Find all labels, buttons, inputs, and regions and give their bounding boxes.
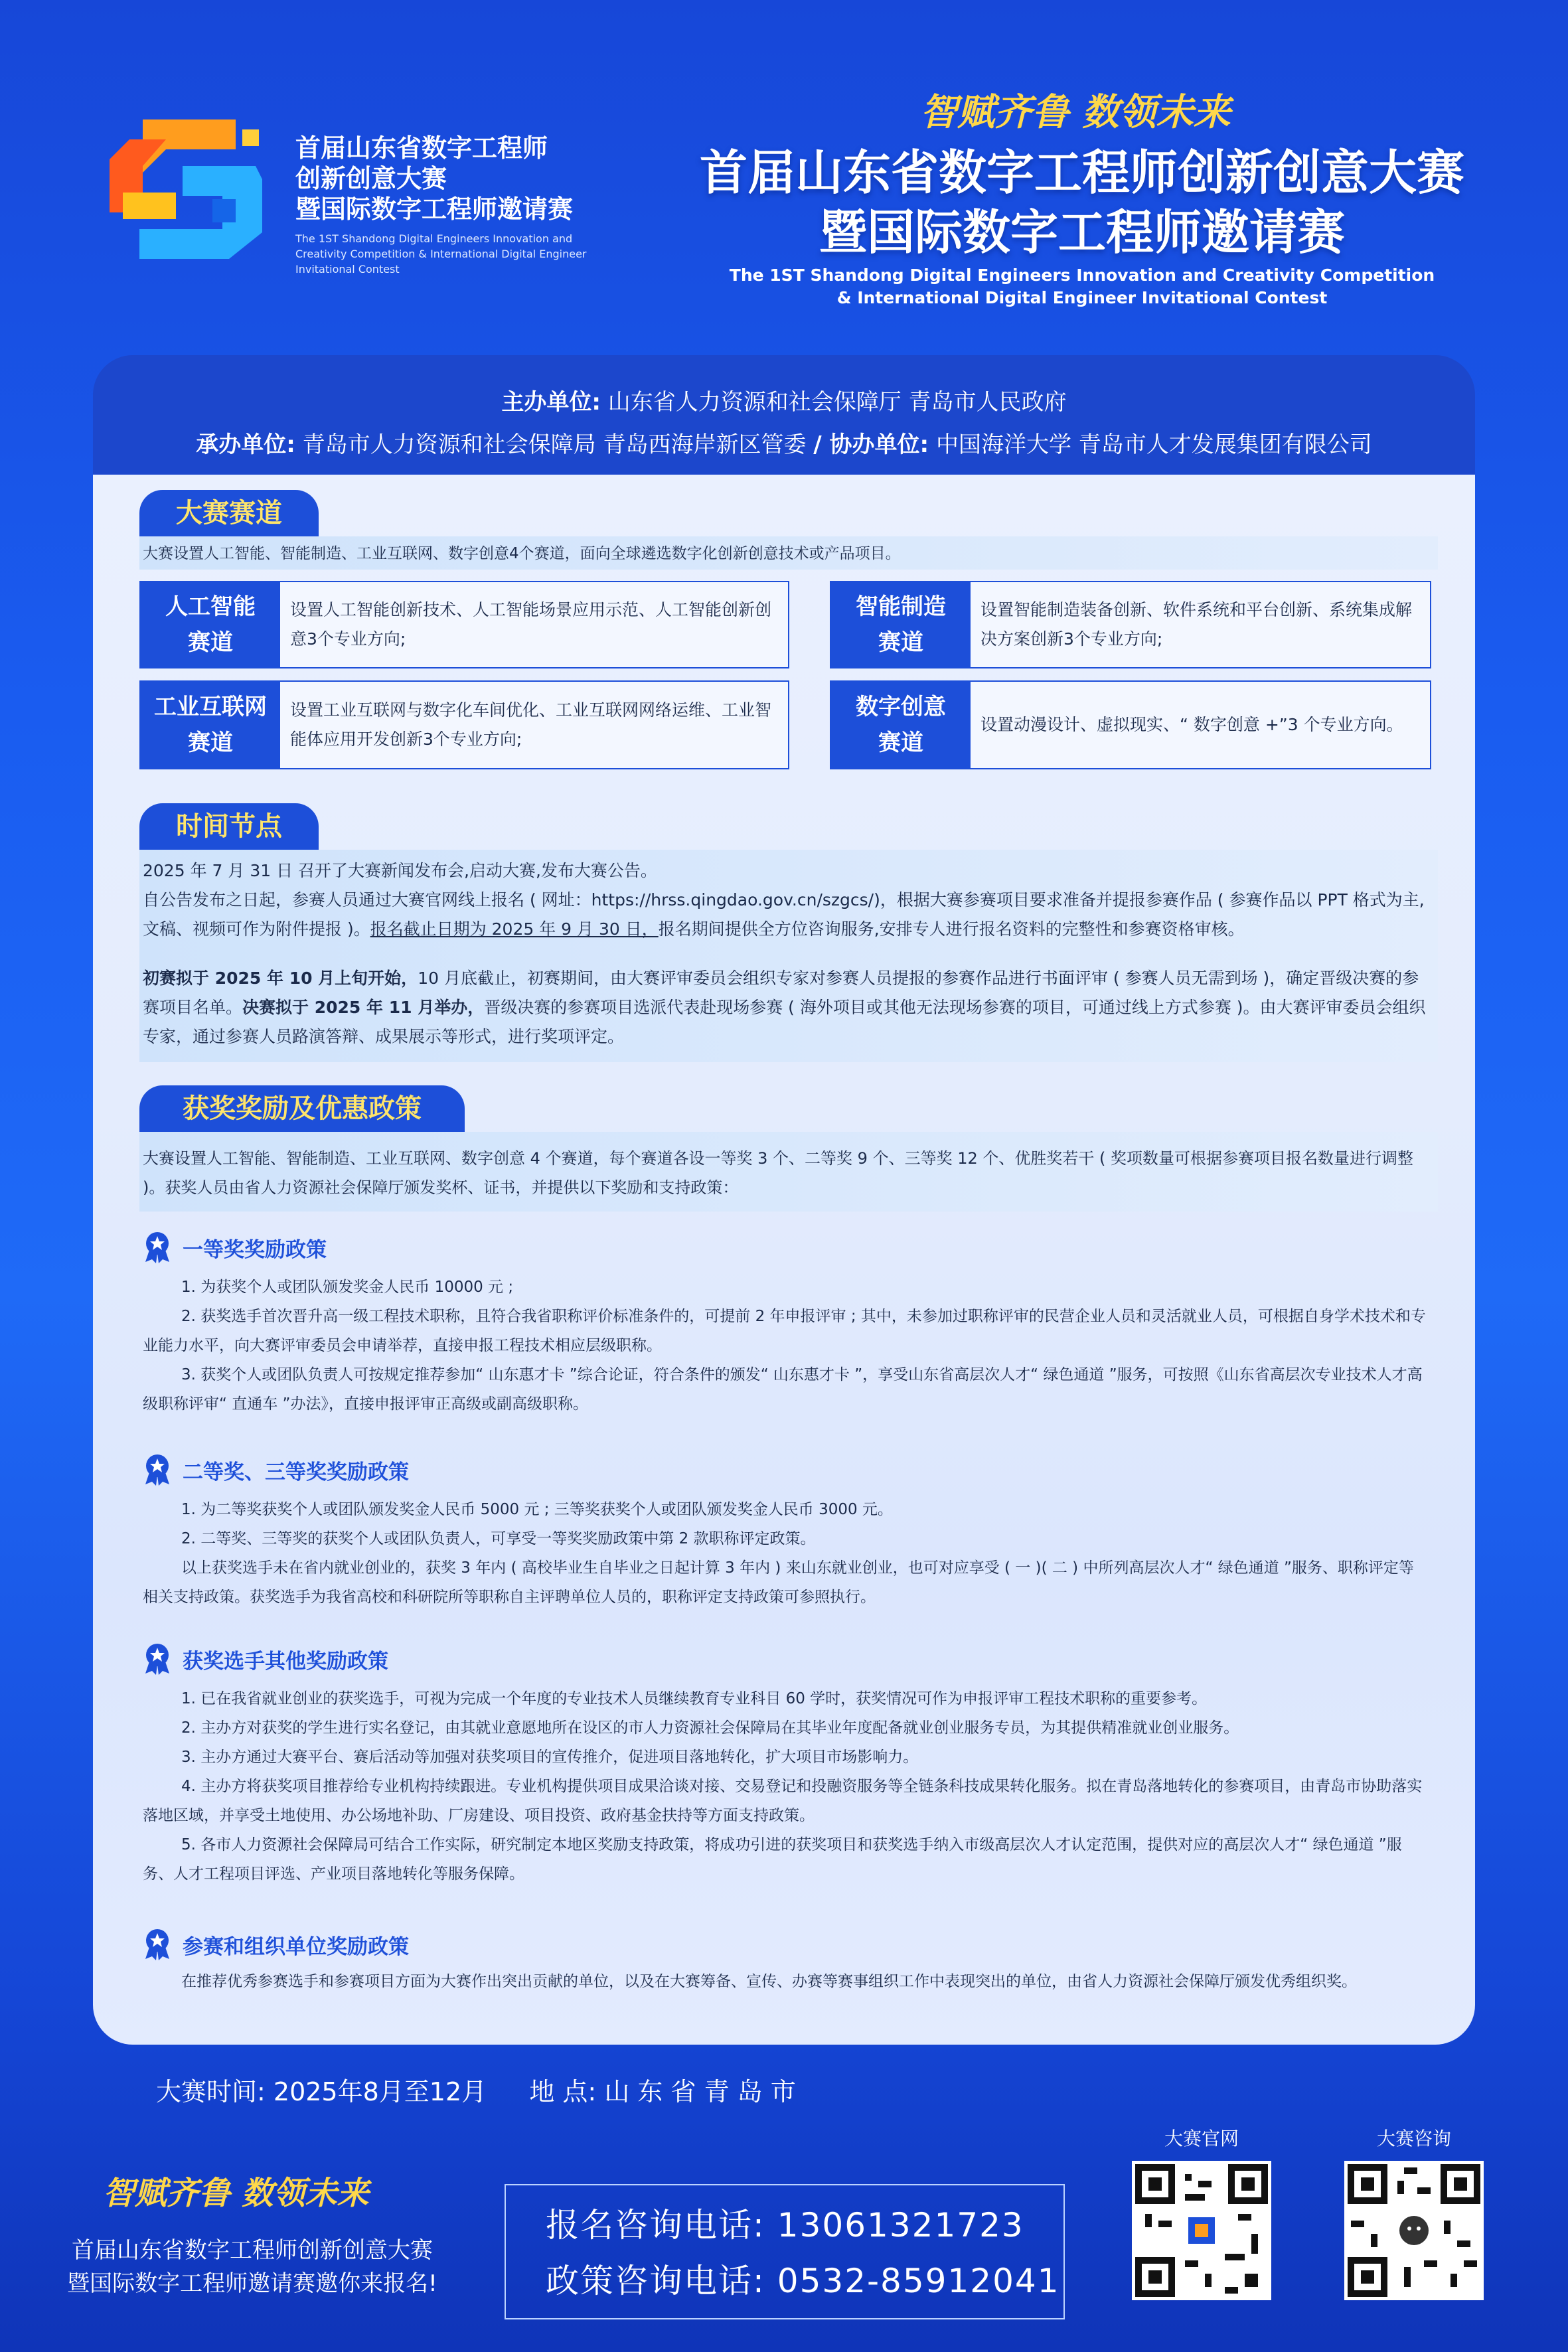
track-desc: 设置智能制造装备创新、软件系统和平台创新、系统集成解决方案创新3个专业方向; bbox=[980, 600, 1413, 649]
undertake-label: 承办单位: bbox=[196, 431, 295, 458]
award-para: 在推荐优秀参赛选手和参赛项目方面为大赛作出突出贡献的单位，以及在大赛筹备、宣传、办赛等赛事组织工作中表现突出的单位，由省人力资源社会保障厅颁发优秀组织奖。 bbox=[181, 1973, 1357, 1990]
award-para: 5. 各市人力资源社会保障局可结合工作实际，研究制定本地区奖励支持政策，将成功引进的获奖项目和获奖选手纳入市级高层次人才认定范围，提供对应的高层次人才“ 绿色通道 ”服务、人才工程项目评选、产业项目落地转化等服务保障。 bbox=[143, 1836, 1402, 1883]
place-value: 山 东 省 青 岛 市 bbox=[604, 2077, 796, 2106]
qr-label-consult: 大赛咨询 bbox=[1376, 2128, 1451, 2150]
track-name-line: 赛道 bbox=[188, 730, 233, 756]
slogan: 智赋齐鲁 数领未来 bbox=[920, 91, 1231, 134]
final-text: 晋级决赛的参赛项目选派代表赴现场参赛 ( 海外项目或其他无法现场参赛的项目，可通过线上方式参赛 )。由大赛评审委员会组织专家，通过参赛人员路演答辩、成果展示等形式，进行奖项评定。 bbox=[143, 998, 1426, 1046]
track-card-ai bbox=[139, 581, 789, 668]
track-name-line: 数字创意 bbox=[856, 694, 946, 720]
separator: / bbox=[813, 431, 830, 458]
award-heading-text: 一等奖奖励政策 bbox=[183, 1237, 327, 1262]
time-value: 2025年8月至12月 bbox=[273, 2077, 487, 2106]
track-card-industrial-internet bbox=[139, 680, 789, 769]
registration-phone bbox=[506, 2199, 1063, 2246]
logo-en-line: The 1ST Shandong Digital Engineers Innovation and bbox=[295, 232, 573, 245]
track-name-line: 赛道 bbox=[188, 629, 233, 656]
award-para: 2. 主办方对获奖的学生进行实名登记，由其就业意愿地所在设区的市人力资源社会保障局在其毕业年度配备就业创业服务专员，为其提供精准就业创业服务。 bbox=[181, 1719, 1239, 1737]
logo-title-line: 暨国际数字工程师邀请赛 bbox=[295, 195, 574, 224]
section-title-timeline: 时间节点 bbox=[139, 803, 319, 850]
phone-number: 13061321723 bbox=[777, 2206, 1024, 2244]
assist-label: 协办单位: bbox=[829, 431, 929, 458]
award-para: 1. 为获奖个人或团队颁发奖金人民币 10000 元 ; bbox=[181, 1279, 514, 1296]
final-date: 决赛拟于 2025 年 11 月举办， bbox=[242, 998, 485, 1017]
track-name-line: 赛道 bbox=[878, 629, 923, 656]
event-time-place bbox=[156, 2071, 1019, 2108]
track-desc: 设置工业互联网与数字化车间优化、工业互联网网络运维、工业智能体应用开发创新3个专业方向; bbox=[290, 700, 772, 749]
timeline-p3 bbox=[143, 964, 1427, 1052]
timeline-p2-tail: 报名期间提供全方位咨询服务,安排专人进行报名资料的完整性和参赛资格审核。 bbox=[658, 919, 1245, 939]
qr-code-icon bbox=[1132, 2161, 1271, 2300]
award-badge-icon bbox=[143, 1928, 172, 1960]
logo-english-title bbox=[295, 231, 641, 277]
footer-slogan: 智赋齐鲁 数领未来 bbox=[103, 2175, 369, 2212]
host-line bbox=[93, 384, 1475, 416]
award-group-organization bbox=[143, 1928, 1427, 1996]
prelim-text: 10 月底截止，初赛期间，由大赛评审委员会组织专家对参赛人员提报的参赛作品进行书面评审 ( 参赛人员无需到场 )，确定晋级决赛的参赛项目名单。 bbox=[143, 969, 1419, 1017]
title-line-1: 首届山东省数字工程师创新创意大赛 bbox=[699, 145, 1464, 200]
logo-title-line: 创新创意大赛 bbox=[295, 164, 447, 193]
track-name bbox=[141, 682, 280, 768]
title-line-2: 暨国际数字工程师邀请赛 bbox=[819, 204, 1345, 260]
timeline-p2 bbox=[143, 886, 1427, 944]
award-group-second-third bbox=[143, 1454, 1427, 1612]
award-para: 2. 获奖选手首次晋升高一级工程技术职称，且符合我省职称评价标准条件的，可提前 2 年申报评审 ; 其中，未参加过职称评审的民营企业人员和灵活就业人员，可根据自身学术技术和专业能力水平，向大赛评审委员会申请举荐，直接申报工程技术相应层级职称。 bbox=[143, 1308, 1426, 1354]
time-label: 大赛时间: bbox=[156, 2077, 266, 2106]
undertake-line bbox=[93, 426, 1475, 459]
contact-phone-box bbox=[505, 2184, 1065, 2319]
section-title-awards: 获奖奖励及优惠政策 bbox=[139, 1085, 465, 1132]
host-label: 主办单位: bbox=[501, 389, 601, 416]
award-group-other bbox=[143, 1643, 1427, 1889]
track-name bbox=[141, 582, 280, 667]
award-heading bbox=[143, 1643, 1427, 1675]
english-title bbox=[684, 264, 1480, 309]
award-para: 4. 主办方将获奖项目推荐给专业机构持续跟进。专业机构提供项目成果洽谈对接、交易登记和投融资服务等全链条科技成果转化服务。拟在青岛落地转化的参赛项目，由青岛市协助落实落地区域，并享受土地使用、办公场地补助、厂房建设、项目投资、政府基金扶持等方面支持政策。 bbox=[143, 1778, 1423, 1824]
track-card-digital-creative bbox=[830, 680, 1431, 769]
qr-label-website: 大赛官网 bbox=[1164, 2128, 1239, 2150]
award-heading bbox=[143, 1231, 1427, 1263]
consult-qr-code[interactable] bbox=[1344, 2161, 1484, 2300]
section-title-tracks: 大赛赛道 bbox=[139, 490, 319, 536]
invitation-text bbox=[40, 2234, 465, 2300]
prelim-date: 初赛拟于 2025 年 10 月上旬开始， bbox=[143, 969, 418, 988]
deadline: 报名截止日期为 2025 年 9 月 30 日， bbox=[370, 919, 659, 939]
undertake-value: 青岛市人力资源和社会保障局 青岛西海岸新区管委 bbox=[302, 431, 807, 458]
award-para: 1. 为二等奖获奖个人或团队颁发奖金人民币 5000 元 ; 三等奖获奖个人或团队颁发奖金人民币 3000 元。 bbox=[181, 1501, 893, 1518]
award-heading-text: 二等奖、三等奖奖励政策 bbox=[183, 1460, 409, 1484]
track-desc: 设置人工智能创新技术、人工智能场景应用示范、人工智能创新创意3个专业方向; bbox=[290, 600, 772, 649]
place-label: 地 点: bbox=[529, 2077, 597, 2106]
tracks-intro: 大赛设置人工智能、智能制造、工业互联网、数字创意4个赛道，面向全球遴选数字化创新创意技术或产品项目。 bbox=[143, 545, 901, 562]
awards-intro: 大赛设置人工智能、智能制造、工业互联网、数字创意 4 个赛道，每个赛道各设一等奖 3 个、二等奖 9 个、三等奖 12 个、优胜奖若干 ( 奖项数量可根据参赛项目报名数量进行调整 )。获奖人员由省人力资源社会保障厅颁发奖杯、证书，并提供以下奖励和支持政策： bbox=[143, 1149, 1413, 1197]
website-qr-code[interactable] bbox=[1132, 2161, 1271, 2300]
policy-phone bbox=[506, 2254, 1063, 2302]
award-badge-icon bbox=[143, 1454, 172, 1486]
logo-title-line: 首届山东省数字工程师 bbox=[295, 133, 548, 163]
assist-value: 中国海洋大学 青岛市人才发展集团有限公司 bbox=[935, 431, 1372, 458]
invite-line-2: 暨国际数字工程师邀请赛邀你来报名! bbox=[67, 2270, 437, 2297]
en-title-line-2: & International Digital Engineer Invitational Contest bbox=[836, 288, 1328, 307]
track-desc: 设置动漫设计、虚拟现实、“ 数字创意 +”3 个专业方向。 bbox=[980, 715, 1403, 734]
award-para: 1. 已在我省就业创业的获奖选手，可视为完成一个年度的专业技术人员继续教育专业科目 60 学时，获奖情况可作为申报评审工程技术职称的重要参考。 bbox=[181, 1690, 1208, 1707]
timeline-p1: 2025 年 7 月 31 日 召开了大赛新闻发布会,启动大赛,发布大赛公告。 bbox=[143, 861, 657, 880]
logo-en-line: Creativity Competition & International Digital Engineer bbox=[295, 248, 587, 260]
award-heading bbox=[143, 1454, 1427, 1486]
phone-label: 报名咨询电话: bbox=[546, 2206, 765, 2244]
track-name-line: 智能制造 bbox=[856, 593, 946, 620]
award-heading-text: 参赛和组织单位奖励政策 bbox=[183, 1934, 409, 1959]
timeline-text bbox=[143, 856, 1427, 1052]
track-name-line: 人工智能 bbox=[165, 593, 256, 620]
qr-code-icon bbox=[1344, 2161, 1484, 2300]
award-para: 以上获奖选手未在省内就业创业的，获奖 3 年内 ( 高校毕业生自毕业之日起计算 3 年内 ) 来山东就业创业，也可对应享受 ( 一 )( 二 ) 中所列高层次人才“ 绿色通道 ”服务、职称评定等相关支持政策。获奖选手为我省高校和科研院所等职称自主评聘单位人员的，职称评定支持政策可参照执行。 bbox=[143, 1559, 1414, 1606]
award-heading-text: 获奖选手其他奖励政策 bbox=[183, 1649, 388, 1674]
phone-number: 0532-85912041 bbox=[777, 2262, 1060, 2300]
award-heading bbox=[143, 1928, 1427, 1960]
track-name bbox=[831, 582, 971, 667]
host-value: 山东省人力资源和社会保障厅 青岛市人民政府 bbox=[607, 389, 1067, 416]
logo-title bbox=[295, 133, 641, 224]
logo-en-line: Invitational Contest bbox=[295, 263, 400, 275]
page-title bbox=[651, 143, 1514, 262]
track-card-manufacturing bbox=[830, 581, 1431, 668]
award-para: 2. 二等奖、三等奖的获奖个人或团队负责人，可享受一等奖奖励政策中第 2 款职称评定政策。 bbox=[181, 1530, 816, 1547]
track-name-line: 工业互联网 bbox=[154, 694, 267, 720]
track-name-line: 赛道 bbox=[878, 730, 923, 756]
competition-logo bbox=[103, 113, 269, 266]
award-badge-icon bbox=[143, 1231, 172, 1263]
award-group-first bbox=[143, 1231, 1427, 1419]
award-para: 3. 主办方通过大赛平台、赛后活动等加强对获奖项目的宣传推介，促进项目落地转化，扩大项目市场影响力。 bbox=[181, 1749, 919, 1766]
invite-line-1: 首届山东省数字工程师创新创意大赛 bbox=[72, 2237, 433, 2264]
award-para: 3. 获奖个人或团队负责人可按规定推荐参加“ 山东惠才卡 ”综合论证，符合条件的颁发“ 山东惠才卡 ”，享受山东省高层次人才“ 绿色通道 ”服务，可按照《山东省高层次专业技术人才高级职称评审“ 直通车 ”办法》，直接申报评审正高级或副高级职称。 bbox=[143, 1366, 1423, 1413]
phone-label: 政策咨询电话: bbox=[546, 2262, 765, 2300]
timeline-p2-text: 自公告发布之日起，参赛人员通过大赛官网线上报名 ( 网址：https://hrss.qingdao.gov.cn/szgcs/)，根据大赛参赛项目要求准备并提报参赛作品 ( 参赛作品以 PPT 格式为主,文稿、视频可作为附件提报 )。 bbox=[143, 890, 1425, 939]
en-title-line-1: The 1ST Shandong Digital Engineers Innovation and Creativity Competition bbox=[729, 266, 1435, 285]
track-name bbox=[831, 682, 971, 768]
award-badge-icon bbox=[143, 1643, 172, 1675]
